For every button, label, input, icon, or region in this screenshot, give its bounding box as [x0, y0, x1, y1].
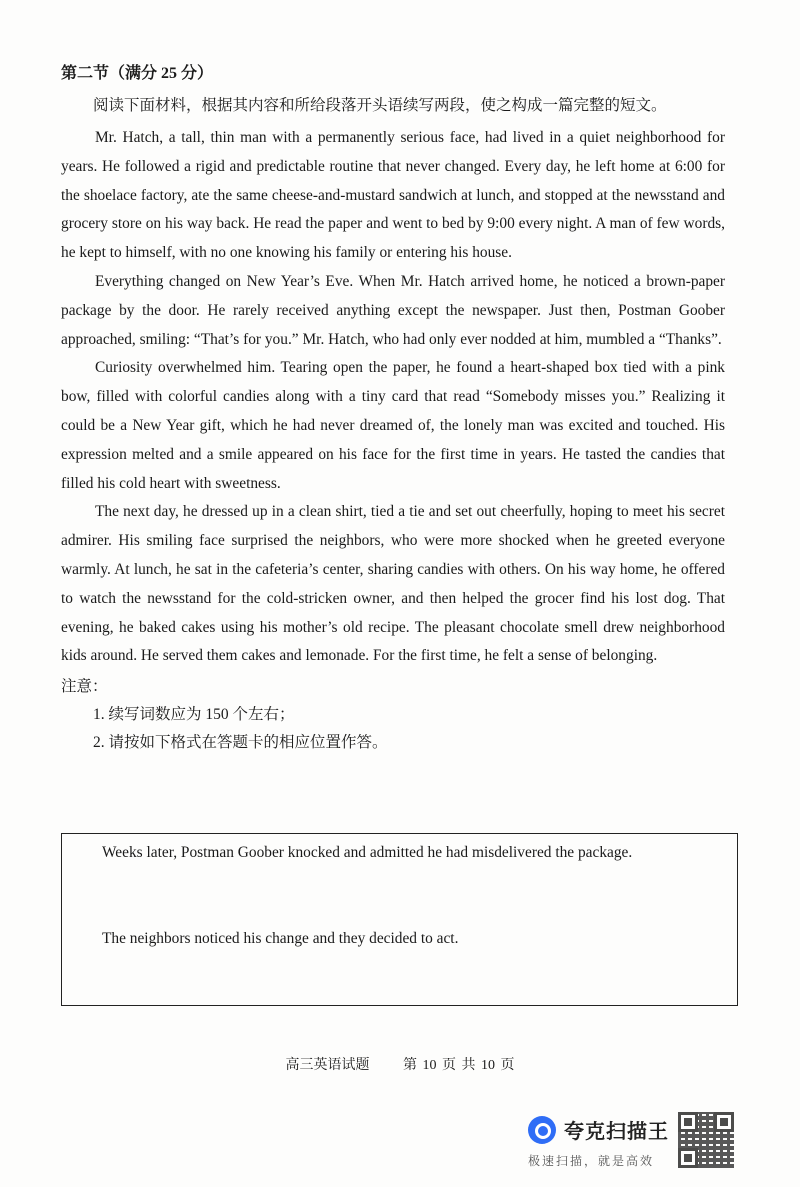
passage-paragraph-4: The next day, he dressed up in a clean shirt, tied a tie and set out cheerfully, hoping to meet his secret admirer. His smiling face surprised the neighbors, who were more shocked when he greeted everyone warmly. At lunch, he sat in the cafeteria’s center, sharing candies with others. On his way home, he offered to watch the newsstand for the cold-stricken owner, and then helped the grocer find his lost dog. That evening, he baked cakes using his mother’s old recipe. The pleasant chocolate smell drew neighborhood kids around. He served them cakes and lemonade. For the first time, he felt a sense of belonging. — [61, 503, 725, 665]
passage-paragraph-1: Mr. Hatch, a tall, thin man with a permanently serious face, had lived in a quiet neighborhood for years. He followed a rigid and predictable routine that never changed. Every day, he left home at 6:00 for the shoelace factory, ate the same cheese-and-mustard sandwich at lunch, and stopped at the newsstand and grocery store on his way back. He read the paper and went to bed by 9:00 every night. A man of few words, he kept to himself, with no one knowing his family or entering his house. — [61, 129, 725, 262]
scanner-name: 夸克扫描王 — [564, 1119, 669, 1143]
continuation-prompt-2: The neighbors noticed his change and they decided to act. — [102, 930, 459, 947]
scanner-watermark — [528, 1112, 733, 1174]
note-item-1: 1. 续写词数应为 150 个左右； — [93, 706, 295, 724]
footer-subject: 高三英语试题 — [285, 1058, 370, 1073]
footer-page-number: 第 10 页 共 10 页 — [403, 1058, 515, 1073]
answer-box — [61, 833, 738, 1006]
scanner-logo-icon — [528, 1116, 556, 1144]
note-item-2: 2. 请按如下格式在答题卡的相应位置作答。 — [93, 734, 388, 752]
notes-title: 注意： — [61, 678, 108, 696]
scanner-slogan: 极速扫描，就是高效 — [528, 1154, 655, 1168]
passage-paragraph-3: Curiosity overwhelmed him. Tearing open the paper, he found a heart-shaped box tied with a pink bow, filled with colorful candies along with a tiny card that read “Somebody misses you.” Realizing it could be a New Year gift, which he had never dreamed of, the lonely man was excited and touched. His expression melted and a smile appeared on his face for the first time in years. He tasted the candies that filled his cold heart with sweetness. — [61, 359, 725, 492]
passage-paragraph-2: Everything changed on New Year’s Eve. When Mr. Hatch arrived home, he noticed a brown-paper package by the door. He rarely received anything except the newspaper. Just then, Postman Goober approached, smiling: “That’s for you.” Mr. Hatch, who had only ever nodded at him, mumbled a “Thanks”. — [61, 272, 725, 348]
exam-page — [61, 62, 725, 757]
continuation-prompt-1: Weeks later, Postman Goober knocked and admitted he had misdelivered the package. — [102, 844, 633, 861]
section-title: 第二节（满分 25 分） — [61, 65, 214, 82]
page-footer — [0, 1056, 800, 1076]
qr-code-icon — [678, 1112, 734, 1168]
section-instruction: 阅读下面材料，根据其内容和所给段落开头语续写两段，使之构成一篇完整的短文。 — [93, 97, 667, 114]
